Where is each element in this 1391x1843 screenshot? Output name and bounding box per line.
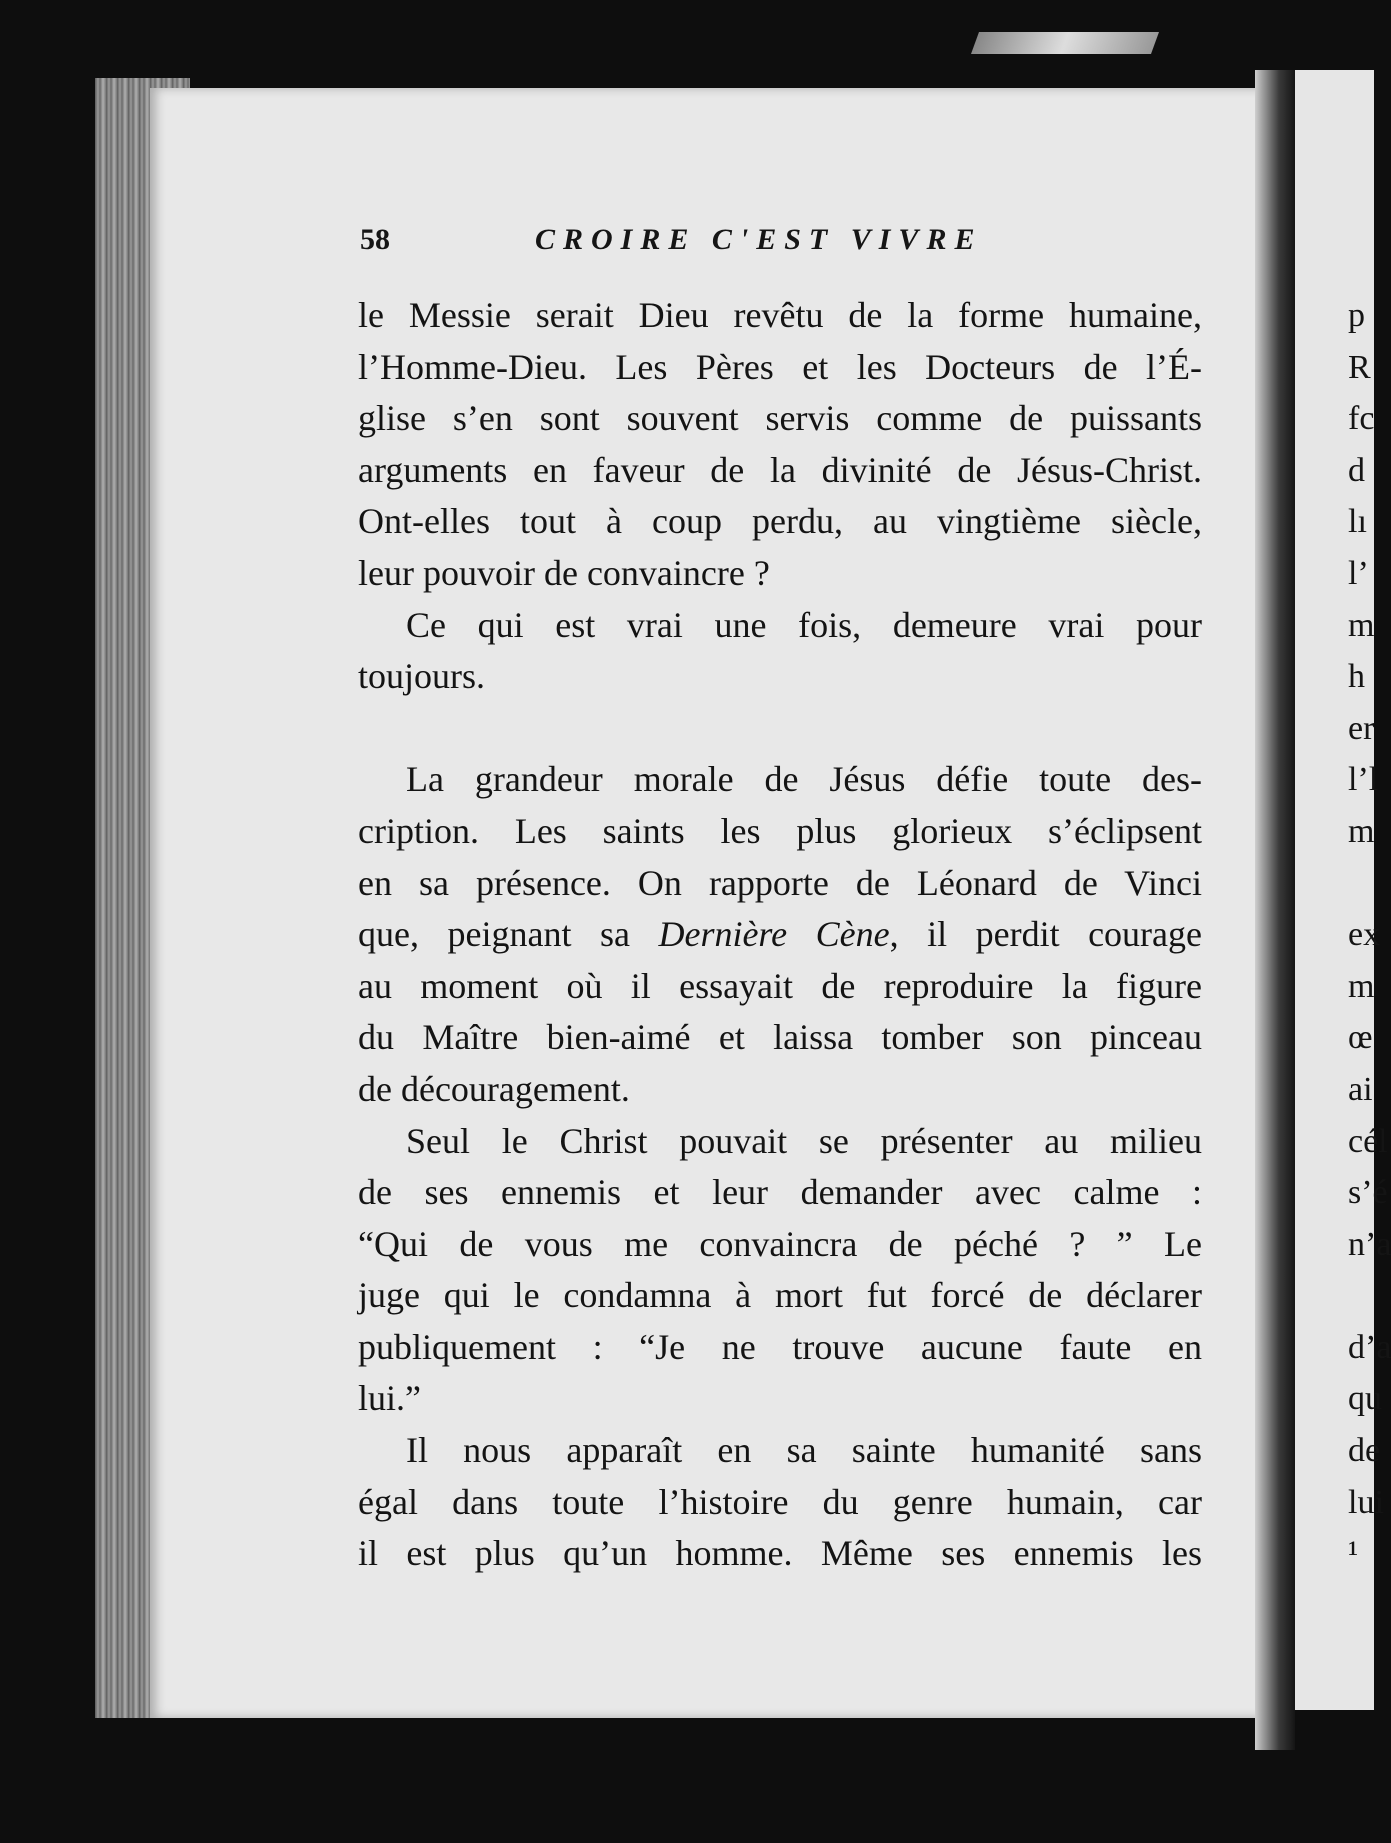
right-fragment: œ xyxy=(1348,1019,1373,1057)
right-fragment: ai xyxy=(1348,1070,1373,1108)
text-line: le Messie serait Dieu revêtu de la forme humaine, xyxy=(358,295,1202,335)
text-line: publiquement : “Je ne trouve aucune faute en xyxy=(358,1326,1202,1367)
right-fragment: er xyxy=(1348,709,1375,747)
page-edge-strip xyxy=(971,32,1159,54)
text-line: arguments en faveur de la divinité de Jésus-Christ. xyxy=(358,449,1202,490)
text-line: du Maître bien-aimé et laissa tomber son pinceau xyxy=(358,1017,1202,1058)
text-line: Ont-elles tout à coup perdu, au vingtième siècle, xyxy=(358,501,1202,542)
text-line: leur pouvoir de convaincre ? xyxy=(358,552,770,593)
right-fragment xyxy=(1348,1270,1374,1322)
right-fragment: l’l xyxy=(1348,761,1379,799)
text-line: “Qui de vous me convaincra de péché ? ” Le xyxy=(358,1223,1202,1264)
right-fragment: fc xyxy=(1348,400,1375,438)
text-line: au moment où il essayait de reproduire la figure xyxy=(358,965,1202,1006)
text-line: que, peignant sa Dernière Cène, il perdit courage xyxy=(358,914,1203,955)
text-line: l’Homme-Dieu. Les Pères et les Docteurs de l’É- xyxy=(358,346,1202,387)
text-line: égal dans toute l’histoire du genre humain, car xyxy=(358,1481,1202,1522)
right-fragment xyxy=(1348,858,1374,910)
text-line: en sa présence. On rapporte de Léonard de Vinci xyxy=(358,862,1202,903)
right-fragment: n’a xyxy=(1348,1225,1391,1263)
right-fragment: lui xyxy=(1348,1483,1384,1521)
body-text xyxy=(358,290,1202,1580)
text-line: de ses ennemis et leur demander avec calme : xyxy=(358,1172,1202,1213)
right-fragment: m xyxy=(1348,812,1375,850)
right-fragment: s’é xyxy=(1348,1174,1388,1212)
right-fragment: qu xyxy=(1348,1380,1382,1418)
text-line: Ce qui est vrai une fois, demeure vrai pour xyxy=(406,604,1202,645)
paragraph-gap xyxy=(358,703,1202,755)
right-fragment: h xyxy=(1348,658,1365,696)
right-fragment: lı xyxy=(1348,503,1367,541)
running-title: CROIRE C'EST VIVRE xyxy=(535,223,983,256)
right-fragment: ex xyxy=(1348,916,1381,954)
book-gutter xyxy=(1255,70,1295,1750)
right-fragment: m xyxy=(1348,967,1375,1005)
text-line: cription. Les saints les plus glorieux s’éclipsent xyxy=(358,810,1202,851)
text-line: La grandeur morale de Jésus défie toute des- xyxy=(406,759,1202,800)
text-line: glise s’en sont souvent servis comme de puissants xyxy=(358,398,1202,439)
right-fragment: cél xyxy=(1348,1122,1388,1160)
right-page-fragments xyxy=(1348,290,1391,1580)
text-line: juge qui le condamna à mort fut forcé de déclarer xyxy=(358,1275,1202,1316)
text-line: toujours. xyxy=(358,656,486,697)
text-line: lui.” xyxy=(358,1378,421,1419)
right-fragment: l’ xyxy=(1348,554,1369,592)
text-line: de découragement. xyxy=(358,1068,630,1109)
right-fragment: d’a xyxy=(1348,1328,1391,1366)
text-line: Il nous apparaît en sa sainte humanité sans xyxy=(406,1430,1202,1471)
right-fragment: ¹ xyxy=(1348,1535,1359,1573)
text-line: Seul le Christ pouvait se présenter au milieu xyxy=(406,1120,1202,1161)
right-fragment: m xyxy=(1348,606,1375,644)
right-fragment: p xyxy=(1348,297,1365,334)
right-fragment: d xyxy=(1348,451,1365,489)
page-number: 58 xyxy=(360,223,390,256)
running-header xyxy=(360,223,1020,263)
right-fragment: de xyxy=(1348,1432,1381,1470)
right-fragment: R xyxy=(1348,348,1371,386)
text-line: il est plus qu’un homme. Même ses ennemis les xyxy=(358,1533,1202,1574)
